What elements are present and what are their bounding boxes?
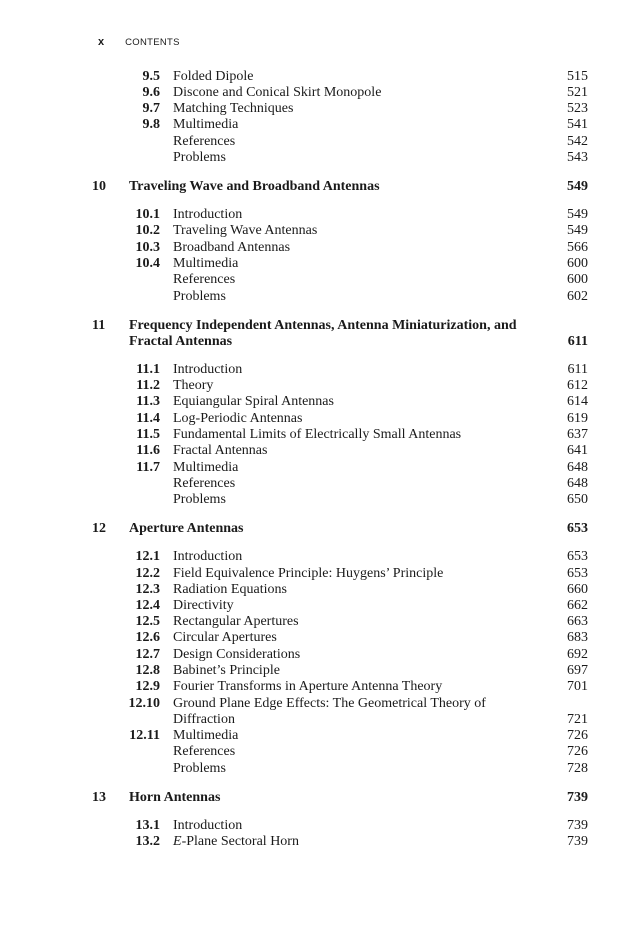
entry-title: Multimedia	[173, 117, 239, 132]
entry-title: Fourier Transforms in Aperture Antenna Theory	[173, 679, 443, 694]
entry-page-number: 692	[567, 647, 588, 662]
entry-number: 10.3	[135, 240, 160, 255]
toc-entry-row	[0, 565, 638, 582]
toc-entry-row	[0, 288, 638, 305]
toc-entry-row	[0, 222, 638, 239]
entry-title: Multimedia	[173, 460, 239, 475]
toc-entry-row	[0, 271, 638, 288]
toc-entry-row	[0, 727, 638, 744]
toc-entry-row	[0, 711, 638, 728]
entry-number: 12.11	[129, 728, 160, 743]
entry-number: 12.7	[135, 647, 160, 662]
entry-title: Fundamental Limits of Electrically Small Antennas	[173, 427, 462, 442]
entry-number: 12.10	[128, 696, 160, 711]
entry-page-number: 541	[567, 117, 588, 132]
italic-symbol: E	[173, 834, 182, 849]
entry-page-number: 602	[567, 289, 588, 304]
toc-entry-row	[0, 833, 638, 850]
entry-number: 11.3	[136, 394, 160, 409]
entry-page-number: 650	[567, 492, 588, 507]
entry-title: Directivity	[173, 598, 234, 613]
entry-title: Introduction	[173, 207, 243, 222]
entry-title: Equiangular Spiral Antennas	[173, 394, 334, 409]
entry-number: 11.4	[136, 411, 160, 426]
toc-entry-row	[0, 426, 638, 443]
entry-number: 11.6	[136, 443, 160, 458]
toc-entry-row	[0, 548, 638, 565]
entry-page-number: 701	[567, 679, 588, 694]
entry-title: Aperture Antennas	[129, 521, 244, 536]
entry-page-number: 683	[567, 630, 588, 645]
entry-number: 12.6	[135, 630, 160, 645]
toc-entry-row	[0, 646, 638, 663]
entry-title: Diffraction	[173, 712, 235, 727]
entry-number: 12.2	[135, 566, 160, 581]
entry-number: 11.2	[136, 378, 160, 393]
entry-title: Broadband Antennas	[173, 240, 291, 255]
entry-title: Field Equivalence Principle: Huygens’ Principle	[173, 566, 444, 581]
entry-number: 12.5	[135, 614, 160, 629]
entry-page-number: 543	[567, 150, 588, 165]
toc-entry-row	[0, 581, 638, 598]
entry-page-number: 660	[567, 582, 588, 597]
toc-entry-row	[0, 393, 638, 410]
entry-number: 9.8	[142, 117, 160, 132]
running-title: CONTENTS	[125, 37, 180, 48]
entry-number: 9.7	[142, 101, 160, 116]
entry-page-number: 641	[567, 443, 588, 458]
entry-title: Matching Techniques	[173, 101, 294, 116]
entry-title: Design Considerations	[173, 647, 301, 662]
entry-number: 10.1	[135, 207, 160, 222]
entry-title: Radiation Equations	[173, 582, 287, 597]
entry-page-number: 542	[567, 134, 588, 149]
toc-entry-row	[0, 475, 638, 492]
toc-chapter-row	[0, 178, 638, 195]
entry-title: References	[173, 476, 236, 491]
toc-entry-row	[0, 410, 638, 427]
entry-page-number: 611	[567, 334, 588, 349]
entry-page-number: 549	[567, 179, 588, 194]
entry-number: 12	[92, 521, 106, 536]
entry-title: Horn Antennas	[129, 790, 221, 805]
entry-page-number: 653	[567, 549, 588, 564]
toc-entry-row	[0, 377, 638, 394]
entry-title: Introduction	[173, 362, 243, 377]
toc-entry-row	[0, 361, 638, 378]
entry-number: 11	[92, 318, 106, 333]
entry-page-number: 637	[567, 427, 588, 442]
toc-entry-row	[0, 817, 638, 834]
entry-page-number: 549	[567, 223, 588, 238]
entry-title: Log-Periodic Antennas	[173, 411, 303, 426]
toc-chapter-row	[0, 520, 638, 537]
entry-number: 12.8	[135, 663, 160, 678]
entry-number: 10	[92, 179, 106, 194]
entry-title: Theory	[173, 378, 214, 393]
entry-title: Multimedia	[173, 728, 239, 743]
toc-entry-row	[0, 255, 638, 272]
entry-title: Discone and Conical Skirt Monopole	[173, 85, 382, 100]
toc-entry-row	[0, 149, 638, 166]
toc-entry-row	[0, 491, 638, 508]
entry-page-number: 515	[567, 69, 588, 84]
entry-title: Fractal Antennas	[129, 334, 233, 349]
toc-entry-row	[0, 678, 638, 695]
toc-entry-row	[0, 100, 638, 117]
entry-number: 11.1	[136, 362, 160, 377]
entry-number: 12.4	[135, 598, 160, 613]
entry-title: Problems	[173, 289, 226, 304]
entry-number: 13.2	[135, 834, 160, 849]
entry-page-number: 726	[567, 744, 588, 759]
entry-number: 10.4	[135, 256, 160, 271]
entry-page-number: 566	[567, 240, 588, 255]
entry-page-number: 739	[567, 818, 588, 833]
toc-entry-row	[0, 239, 638, 256]
entry-page-number: 663	[567, 614, 588, 629]
entry-title: Introduction	[173, 549, 243, 564]
entry-page-number: 600	[567, 256, 588, 271]
entry-page-number: 523	[567, 101, 588, 116]
entry-page-number: 721	[567, 712, 588, 727]
toc-entry-row	[0, 116, 638, 133]
entry-number: 9.6	[142, 85, 160, 100]
entry-number: 10.2	[135, 223, 160, 238]
entry-title: References	[173, 272, 236, 287]
toc-entry-row	[0, 760, 638, 777]
entry-page-number: 653	[567, 521, 588, 536]
entry-title: Introduction	[173, 818, 243, 833]
entry-title: Multimedia	[173, 256, 239, 271]
entry-title: Traveling Wave Antennas	[173, 223, 318, 238]
entry-page-number: 549	[567, 207, 588, 222]
entry-number: 9.5	[142, 69, 160, 84]
toc-chapter-row	[0, 789, 638, 806]
toc-entry-row	[0, 68, 638, 85]
toc-entry-row	[0, 206, 638, 223]
toc-entry-row	[0, 597, 638, 614]
entry-title: Problems	[173, 492, 226, 507]
entry-title: Problems	[173, 150, 226, 165]
toc-entry-row	[0, 133, 638, 150]
entry-title: Frequency Independent Antennas, Antenna Miniaturization, and	[129, 318, 517, 333]
entry-number: 11.7	[136, 460, 160, 475]
toc-entry-row	[0, 459, 638, 476]
entry-title: Rectangular Apertures	[173, 614, 299, 629]
entry-page-number: 739	[567, 790, 588, 805]
entry-page-number: 612	[567, 378, 588, 393]
entry-number: 12.9	[135, 679, 160, 694]
entry-title: Ground Plane Edge Effects: The Geometrical Theory of	[173, 696, 486, 711]
entry-number: 11.5	[136, 427, 160, 442]
toc-chapter-row	[0, 317, 638, 334]
toc-entry-row	[0, 743, 638, 760]
entry-number: 12.3	[135, 582, 160, 597]
toc-chapter-row	[0, 333, 638, 350]
entry-page-number: 611	[567, 362, 588, 377]
entry-page-number: 726	[567, 728, 588, 743]
entry-number: 13	[92, 790, 106, 805]
entry-title: E-Plane Sectoral Horn	[173, 834, 299, 849]
entry-title: Circular Apertures	[173, 630, 277, 645]
toc-entry-row	[0, 629, 638, 646]
entry-title: Folded Dipole	[173, 69, 254, 84]
toc-entry-row	[0, 662, 638, 679]
entry-page-number: 619	[567, 411, 588, 426]
entry-page-number: 614	[567, 394, 588, 409]
entry-page-number: 600	[567, 272, 588, 287]
entry-title: Babinet’s Principle	[173, 663, 280, 678]
entry-title: Problems	[173, 761, 226, 776]
entry-page-number: 653	[567, 566, 588, 581]
entry-page-number: 662	[567, 598, 588, 613]
entry-page-number: 739	[567, 834, 588, 849]
entry-title: References	[173, 744, 236, 759]
entry-number: 13.1	[135, 818, 160, 833]
entry-title: References	[173, 134, 236, 149]
entry-page-number: 728	[567, 761, 588, 776]
toc-entry-row	[0, 695, 638, 712]
entry-page-number: 521	[567, 85, 588, 100]
entry-title: Traveling Wave and Broadband Antennas	[129, 179, 380, 194]
toc-entry-row	[0, 84, 638, 101]
toc-entry-row	[0, 613, 638, 630]
page-number: x	[98, 36, 105, 48]
entry-page-number: 648	[567, 476, 588, 491]
entry-page-number: 648	[567, 460, 588, 475]
entry-title: Fractal Antennas	[173, 443, 268, 458]
entry-page-number: 697	[567, 663, 588, 678]
toc-entry-row	[0, 442, 638, 459]
entry-number: 12.1	[135, 549, 160, 564]
